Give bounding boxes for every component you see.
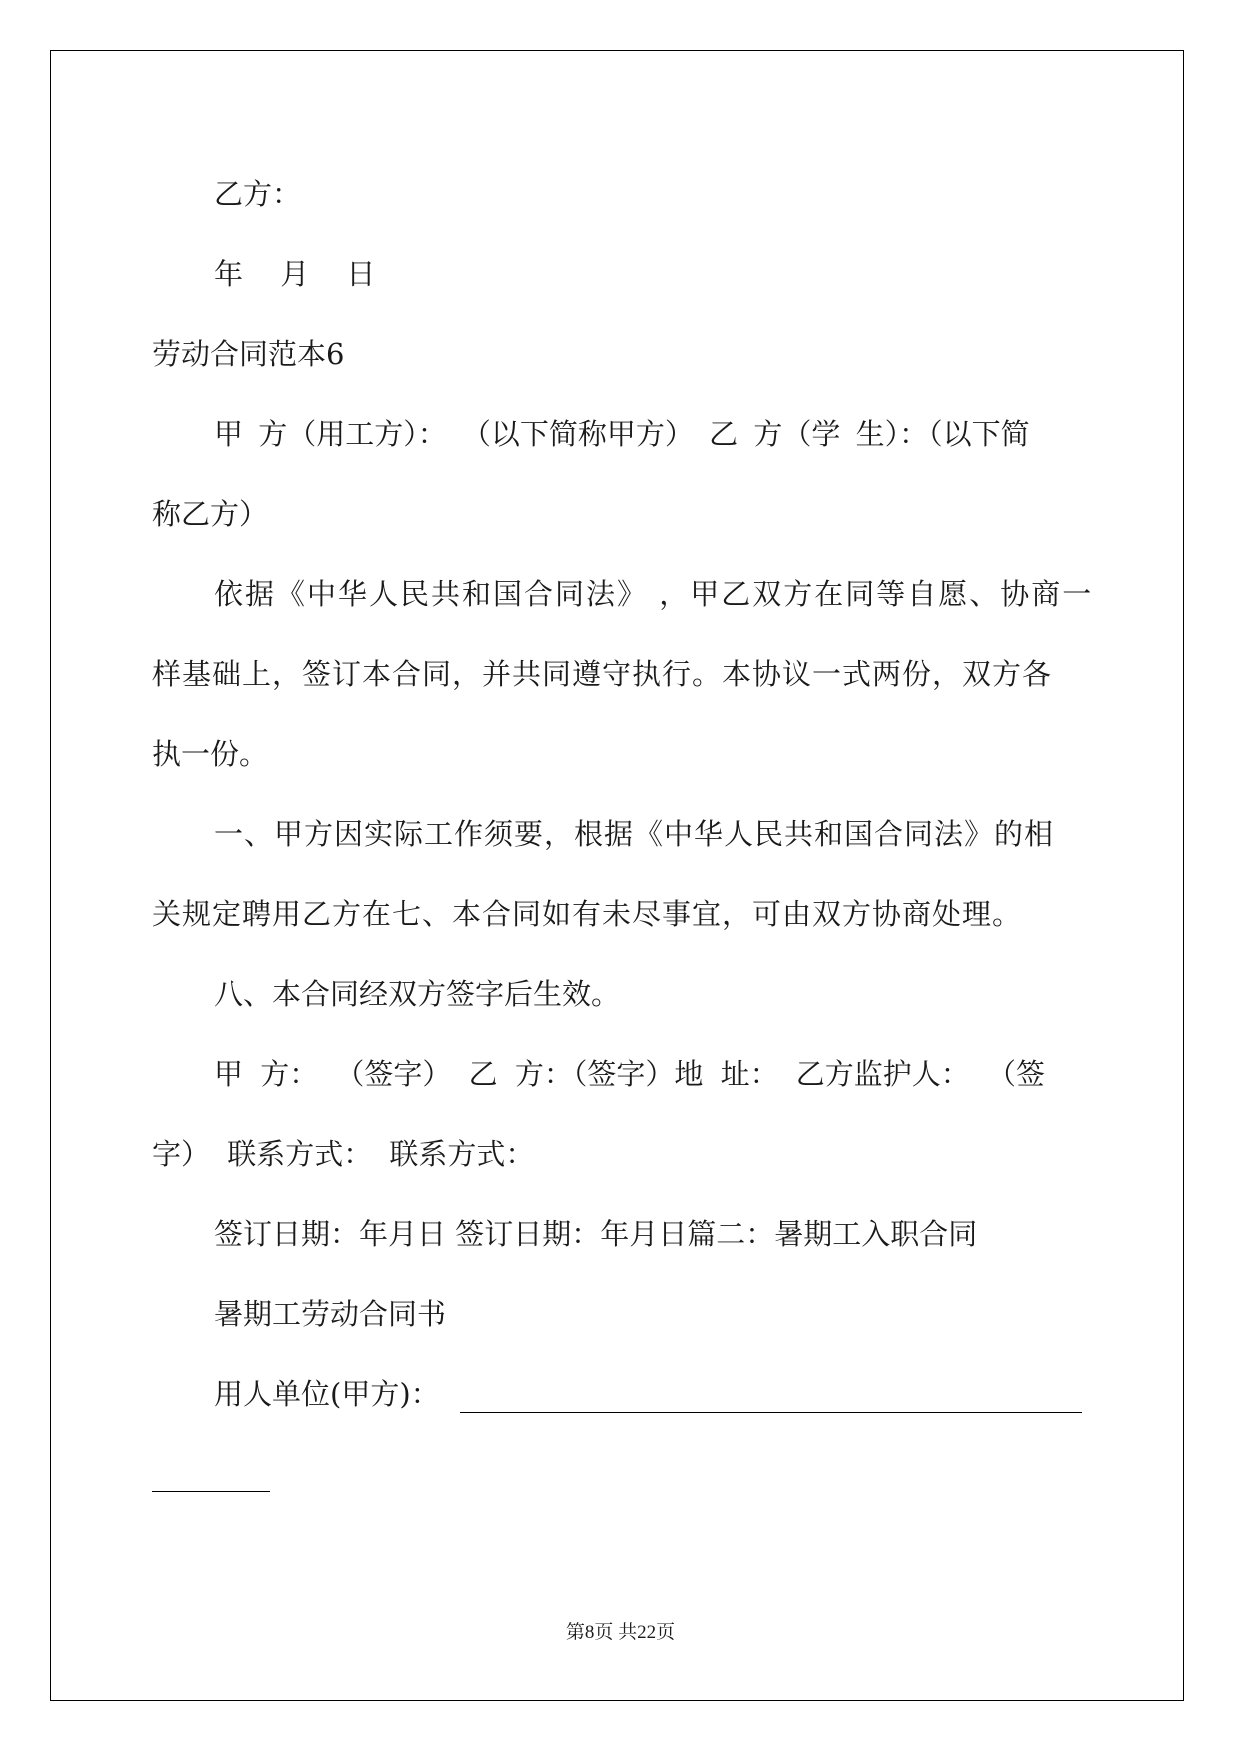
- parties-paragraph-line-1: 甲 方（用工方）： （以下简称甲方） 乙 方（学 生）：（以下简: [214, 417, 1030, 451]
- parties-paragraph-line-2: 称乙方）: [152, 497, 269, 531]
- page-footer: 第8页 共22页: [565, 1622, 676, 1643]
- employer-blank-line-continued: [152, 1491, 270, 1492]
- signature-line-2: 字） 联系方式： 联系方式：: [152, 1137, 535, 1171]
- party-b-label: 乙方：: [214, 177, 302, 211]
- basis-paragraph-line-1: 依据《中华人民共和国合同法》 ，甲乙双方在同等自愿、协商一: [214, 577, 1094, 611]
- contract-title: 暑期工劳动合同书: [214, 1297, 447, 1331]
- signing-date-line: 签订日期：年月日 签订日期：年月日篇二：暑期工入职合同: [214, 1217, 978, 1251]
- employer-label: 用人单位(甲方)：: [214, 1377, 440, 1411]
- clause-eight: 八、本合同经双方签字后生效。: [214, 977, 621, 1011]
- clause-one-line-1: 一、甲方因实际工作须要，根据《中华人民共和国合同法》的相: [214, 817, 1055, 851]
- signature-line-1: 甲 方： （签字） 乙 方：（签字）地 址： 乙方监护人： （签: [214, 1057, 1046, 1091]
- clause-one-line-2: 关规定聘用乙方在七、本合同如有未尽事宜，可由双方协商处理。: [152, 897, 1023, 931]
- date-line: 年 月 日: [214, 257, 376, 291]
- page-frame: [50, 50, 1184, 1701]
- section-heading: 劳动合同范本6: [152, 337, 345, 371]
- basis-paragraph-line-2: 样基础上，签订本合同，并共同遵守执行。本协议一式两份，双方各: [152, 657, 1053, 691]
- basis-paragraph-line-3: 执一份。: [152, 737, 269, 771]
- employer-blank-line: [460, 1412, 1082, 1413]
